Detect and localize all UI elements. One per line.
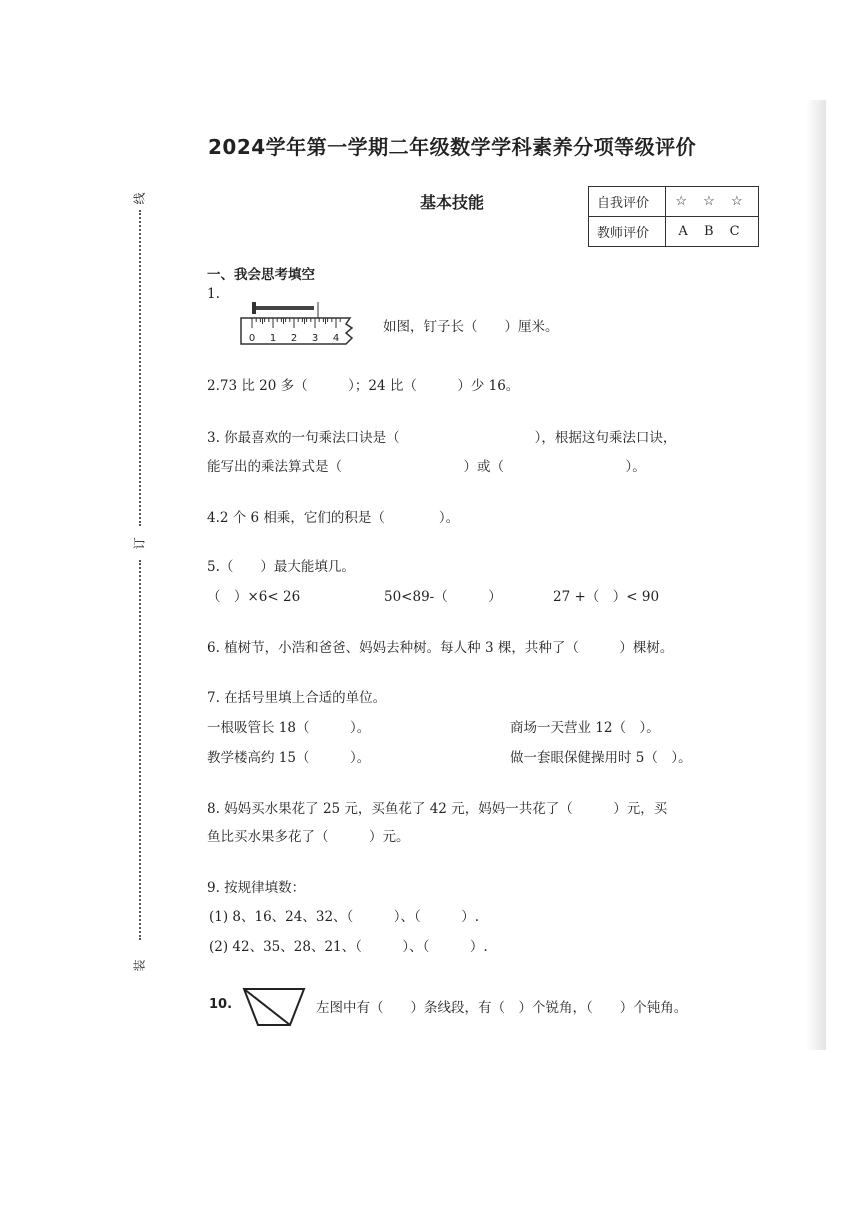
page-subtitle: 基本技能: [420, 193, 485, 212]
evaluation-table: [588, 186, 759, 247]
teacher-eval-grades[interactable]: A B C: [666, 217, 759, 247]
ruler-icon: [241, 318, 352, 344]
q3-line2: 能写出的乘法算式是（ ）或（ ）。: [207, 459, 646, 475]
q9-row1: (1) 8、16、24、32、（ ）、（ ）.: [209, 909, 480, 925]
self-eval-label: 自我评价: [589, 187, 666, 217]
self-eval-stars[interactable]: ☆ ☆ ☆: [666, 187, 759, 217]
q6-text: 6. 植树节，小浩和爸爸、妈妈去种树。每人种 3 棵，共种了（ ）棵树。: [207, 640, 674, 656]
q9-row2: (2) 42、35、28、21、（ ）、（ ）.: [209, 939, 488, 955]
q7-item-4: 做一套眼保健操用时 5（ ）。: [510, 750, 692, 766]
nail-icon: [252, 302, 318, 318]
q7-item-1: 一根吸管长 18（ ）。: [207, 720, 371, 736]
q4-text: 4.2 个 6 相乘，它们的积是（ ）。: [207, 510, 460, 526]
teacher-eval-row: [589, 217, 759, 247]
scan-shadow: [806, 100, 826, 1050]
q5-item-3: 27 +（ ）< 90: [553, 589, 660, 605]
q7-item-2: 商场一天营业 12（ ）。: [510, 720, 660, 736]
ruler-tick-3: 3: [311, 333, 319, 344]
q7-item-3: 教学楼高约 15（ ）。: [207, 750, 371, 766]
ruler-tick-4: 4: [332, 333, 340, 344]
q10-number: 10.: [209, 997, 233, 1012]
q7-line1: 7. 在括号里填上合适的单位。: [207, 690, 387, 706]
q10-text: 左图中有（ ）条线段，有（ ）个锐角，（ ）个钝角。: [316, 1000, 688, 1016]
q2-text: 2.73 比 20 多（ ）；24 比（ ）少 16。: [207, 378, 520, 394]
binding-label-top: 线: [132, 192, 147, 205]
q5-line1: 5.（ ）最大能填几。: [207, 559, 355, 575]
q9-line1: 9. 按规律填数：: [207, 880, 306, 896]
q5-item-1: （ ）×6< 26: [207, 589, 301, 605]
q1-number: 1.: [207, 286, 220, 302]
ruler-nail-figure: [238, 298, 362, 352]
q8-line2: 鱼比买水果多花了（ ）元。: [207, 829, 410, 845]
binding-dotted-line-bottom: [139, 560, 141, 940]
section-title: 一、我会思考填空: [207, 267, 315, 283]
ruler-tick-2: 2: [290, 333, 298, 344]
trapezoid-figure: [242, 987, 308, 1029]
self-eval-row: [589, 187, 759, 217]
binding-dotted-line-top: [139, 210, 141, 526]
q8-line1: 8. 妈妈买水果花了 25 元，买鱼花了 42 元，妈妈一共花了（ ）元，买: [207, 801, 668, 817]
binding-label-bottom: 装: [132, 959, 147, 972]
q5-item-2: 50<89-（ ）: [384, 589, 502, 605]
teacher-eval-label: 教师评价: [589, 217, 666, 247]
ruler-tick-0: 0: [248, 333, 256, 344]
q3-line1: 3. 你最喜欢的一句乘法口诀是（ ），根据这句乘法口诀，: [207, 430, 677, 446]
q1-text: 如图，钉子长（ ）厘米。: [383, 319, 559, 335]
ruler-tick-1: 1: [269, 333, 277, 344]
page-title: 2024学年第一学期二年级数学学科素养分项等级评价: [208, 135, 697, 159]
binding-label-middle: 订: [132, 537, 147, 550]
